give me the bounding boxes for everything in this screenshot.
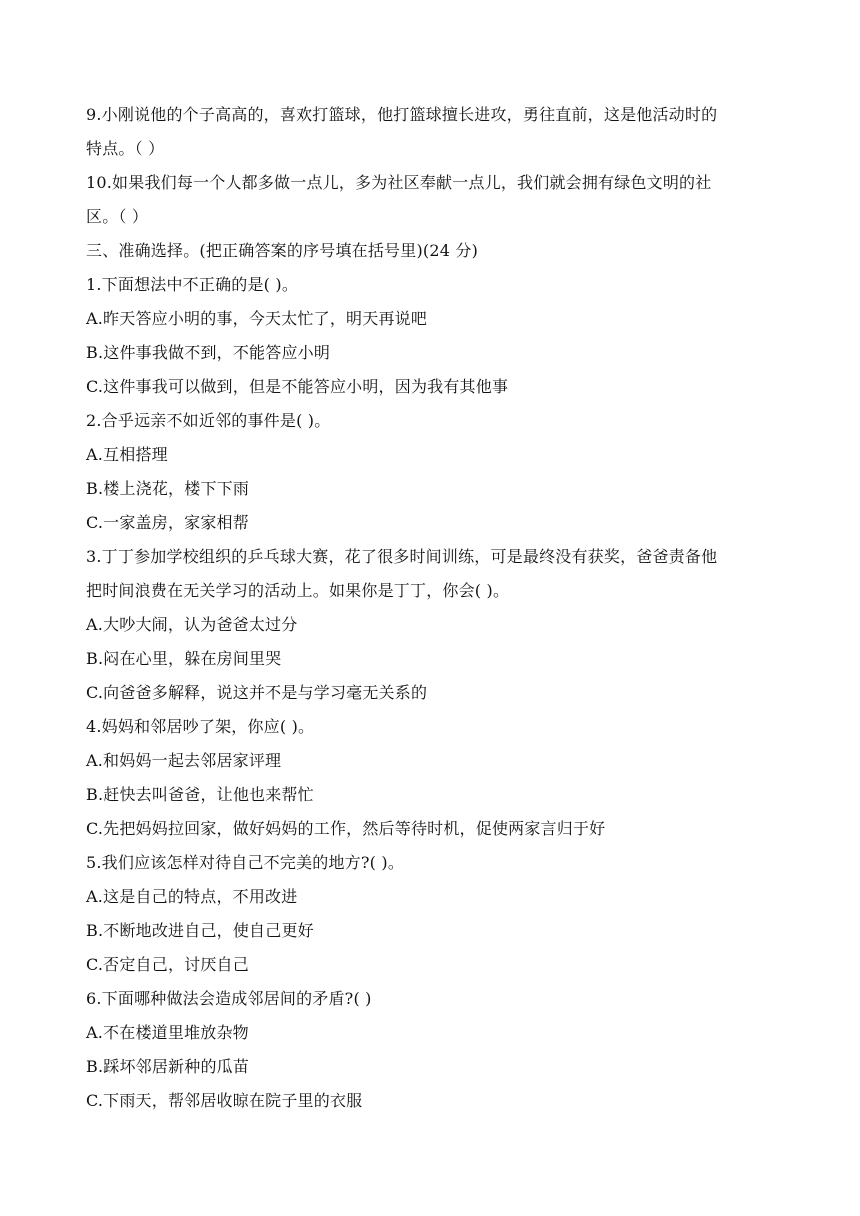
judgement-question-9 (86, 98, 786, 166)
section-heading: 三、准确选择。(把正确答案的序号填在括号里)(24 分) (86, 241, 479, 260)
option-c: C.向爸爸多解释，说这并不是与学习毫无关系的 (86, 683, 428, 702)
question-text: 小刚说他的个子高高的，喜欢打篮球，他打篮球擅长进攻，勇往直前，这是他活动时的 (101, 105, 718, 124)
choice-question-4 (86, 710, 786, 846)
question-stem: 3.丁丁参加学校组织的乒乓球大赛，花了很多时间训练，可是最终没有获奖，爸爸责备他 (86, 547, 718, 566)
option-b: B.闷在心里，躲在房间里哭 (86, 649, 282, 668)
question-stem: 把时间浪费在无关学习的活动上。如果你是丁丁，你会( )。 (86, 581, 510, 600)
question-number: 10. (86, 173, 113, 192)
option-b: B.不断地改进自己，使自己更好 (86, 921, 314, 940)
option-a: A.昨天答应小明的事，今天太忙了，明天再说吧 (86, 309, 428, 328)
option-a: A.和妈妈一起去邻居家评理 (86, 751, 282, 770)
question-line (86, 98, 786, 132)
option-b: B.赶快去叫爸爸，让他也来帮忙 (86, 785, 314, 804)
option-a: A.互相搭理 (86, 445, 168, 464)
choice-question-6 (86, 982, 786, 1118)
question-stem: 2.合乎远亲不如近邻的事件是( )。 (86, 411, 331, 430)
question-stem: 4.妈妈和邻居吵了架，你应( )。 (86, 717, 315, 736)
question-line (86, 166, 786, 200)
question-line: 特点。（ ） (86, 139, 165, 158)
judgement-question-10 (86, 166, 786, 234)
option-c: C.下雨天，帮邻居收晾在院子里的衣服 (86, 1091, 363, 1110)
option-c: C.一家盖房，家家相帮 (86, 513, 249, 532)
option-b: B.楼上浇花，楼下下雨 (86, 479, 250, 498)
choice-question-5 (86, 846, 786, 982)
option-a: A.这是自己的特点，不用改进 (86, 887, 298, 906)
document-page (86, 98, 786, 1118)
option-c: C.否定自己，讨厌自己 (86, 955, 249, 974)
question-stem: 5.我们应该怎样对待自己不完美的地方?( )。 (86, 853, 405, 872)
option-c: C.先把妈妈拉回家，做好妈妈的工作，然后等待时机，促使两家言归于好 (86, 819, 606, 838)
question-number: 9. (86, 105, 102, 124)
option-c: C.这件事我可以做到，但是不能答应小明，因为我有其他事 (86, 377, 509, 396)
choice-question-2 (86, 404, 786, 540)
option-b: B.踩坏邻居新种的瓜苗 (86, 1057, 250, 1076)
choice-question-1 (86, 268, 786, 404)
question-line: 区。（ ） (86, 207, 149, 226)
question-text: 如果我们每一个人都多做一点儿，多为社区奉献一点儿，我们就会拥有绿色文明的社 (112, 173, 712, 192)
option-a: A.不在楼道里堆放杂物 (86, 1023, 249, 1042)
choice-question-3 (86, 540, 786, 710)
question-stem: 6.下面哪种做法会造成邻居间的矛盾?( ) (86, 989, 372, 1008)
option-a: A.大吵大闹，认为爸爸太过分 (86, 615, 298, 634)
option-b: B.这件事我做不到，不能答应小明 (86, 343, 331, 362)
question-stem: 1.下面想法中不正确的是( )。 (86, 275, 299, 294)
